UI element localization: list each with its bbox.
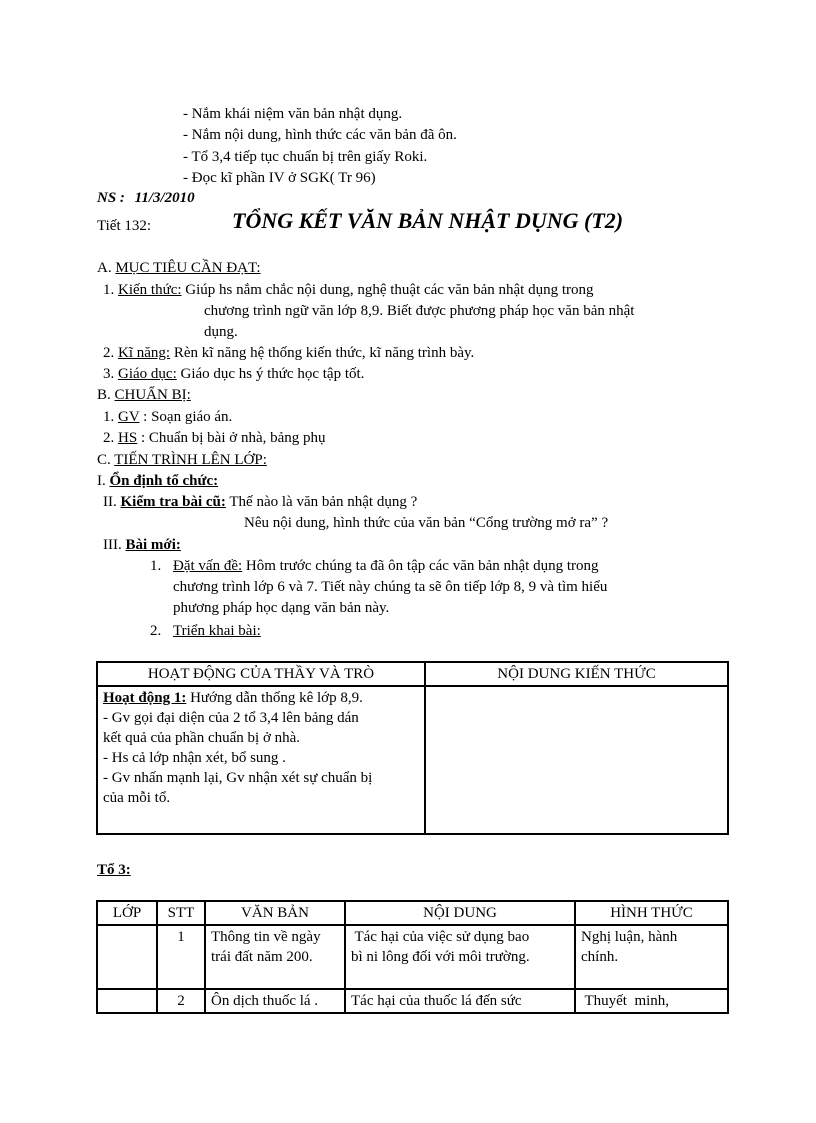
cell-index: 2 [157, 989, 205, 1013]
step-3-item-1: 1. [150, 558, 162, 574]
objective-knowledge-label: Kiến thức: [118, 282, 182, 298]
objective-skill: 2. Kĩ năng: Rèn kĩ năng hệ thống kiến thức, kĩ năng trình bày. [103, 345, 475, 361]
cell-text: Ôn dịch thuốc lá . [205, 989, 345, 1013]
table-row [97, 989, 728, 1013]
group-table [96, 900, 729, 1014]
ns-label: NS : [97, 190, 125, 206]
prep-student: 2. HS : Chuẩn bị bài ở nhà, bảng phụ [103, 430, 326, 446]
task-line-3: - Tổ 3,4 tiếp tục chuẩn bị trên giấy Roki. [183, 149, 428, 165]
step-3-item-1-text: Đặt vấn đề: Hôm trước chúng ta đã ôn tập các văn bản nhật dụng trong [173, 558, 599, 574]
cell-text: Thông tin về ngày trái đất năm 200. [205, 925, 345, 989]
section-a-title: MỤC TIÊU CẦN ĐẠT: [115, 260, 261, 276]
activity-header-content: NỘI DUNG KIẾN THỨC [425, 662, 728, 686]
activity-table [96, 661, 729, 835]
cell-class [97, 989, 157, 1013]
col-header-index: STT [157, 901, 205, 925]
cell-content: Tác hại của thuốc lá đến sức [345, 989, 575, 1013]
activity-line: kết quả của phần chuẩn bị ở nhà. [103, 730, 301, 746]
cell-form: Nghị luận, hành chính. [575, 925, 728, 989]
activity-heading: Hoạt động 1: [103, 690, 187, 706]
objective-skill-label: Kĩ năng: [118, 345, 171, 361]
section-c-title: TIẾN TRÌNH LÊN LỚP: [114, 452, 267, 468]
activity-line: - Gv nhấn mạnh lại, Gv nhận xét sự chuẩn bị [103, 770, 373, 786]
section-b-title: CHUẨN BỊ: [114, 387, 191, 403]
col-header-text: VĂN BẢN [205, 901, 345, 925]
activity-line: - Gv gọi đại diện của 2 tổ 3,4 lên bảng dán [103, 710, 359, 726]
lesson-number: Tiết 132: [97, 218, 152, 234]
task-line-2: - Nắm nội dung, hình thức các văn bản đã ôn. [183, 127, 457, 143]
objective-education: 3. Giáo dục: Giáo dục hs ý thức học tập tốt. [103, 366, 365, 382]
task-line-4: - Đọc kĩ phần IV ở SGK( Tr 96) [183, 170, 376, 186]
col-header-class: LỚP [97, 901, 157, 925]
objective-education-label: Giáo dục: [118, 366, 177, 382]
step-3-item-2-num: 2. [150, 623, 162, 639]
step-3-item-1-line-3: phương pháp học dạng văn bản này. [173, 600, 390, 616]
section-a-heading: A. MỤC TIÊU CẦN ĐẠT: [97, 260, 261, 276]
ns-date: 11/3/2010 [134, 190, 195, 206]
page-title: TỔNG KẾT VĂN BẢN NHẬT DỤNG (T2) [232, 208, 624, 233]
prep-teacher: 1. GV : Soạn giáo án. [103, 409, 233, 425]
step-3-item-1-line-2: chương trình lớp 6 và 7. Tiết này chúng ta sẽ ôn tiếp lớp 8, 9 và tìm hiểu [173, 579, 608, 595]
objective-knowledge-line-3: dụng. [204, 324, 238, 340]
activity-line: của mỗi tổ. [103, 790, 171, 806]
cell-content: Tác hại của việc sử dụng bao bì ni lông đối với môi trường. [345, 925, 575, 989]
col-header-content: NỘI DUNG [345, 901, 575, 925]
step-3-item-2: Triển khai bài: [173, 623, 261, 639]
step-2-question-2: Nêu nội dung, hình thức của văn bản “Cổng trường mở ra” ? [244, 515, 609, 531]
section-b-heading: B. CHUẨN BỊ: [97, 387, 191, 403]
content-cell [425, 686, 728, 834]
step-1: I. Ổn định tổ chức: [97, 473, 219, 489]
task-line-1: - Nắm khái niệm văn bản nhật dụng. [183, 106, 403, 122]
objective-knowledge: 1. Kiến thức: Giúp hs nắm chắc nội dung, nghệ thuật các văn bản nhật dụng trong [103, 282, 594, 298]
cell-class [97, 925, 157, 989]
step-3: III. Bài mới: [103, 537, 181, 553]
objective-knowledge-line-2: chương trình ngữ văn lớp 8,9. Biết được phương pháp học văn bản nhật [204, 303, 635, 319]
activity-line: - Hs cả lớp nhận xét, bổ sung . [103, 750, 286, 766]
step-2: II. Kiểm tra bài cũ: Thế nào là văn bản nhật dụng ? [103, 494, 418, 510]
activity-header-teacher: HOẠT ĐỘNG CỦA THẦY VÀ TRÒ [97, 662, 425, 686]
section-c-heading: C. TIẾN TRÌNH LÊN LỚP: [97, 452, 267, 468]
cell-form: Thuyết minh, [575, 989, 728, 1013]
cell-index: 1 [157, 925, 205, 989]
ns-date-line [97, 188, 195, 208]
table-row [97, 925, 728, 989]
activity-cell: Hoạt động 1: Hướng dẫn thống kê lớp 8,9. - Gv gọi đại diện của 2 tổ 3,4 lên bảng dán kết quả của phần chuẩn bị ở nhà. - Hs cả lớp nhận xét, bổ sung . - Gv nhấn mạnh lại, Gv nhận xét sự chuẩn bị của mỗi tổ. [97, 686, 425, 834]
col-header-form: HÌNH THỨC [575, 901, 728, 925]
group-label: Tổ 3: [97, 862, 131, 878]
